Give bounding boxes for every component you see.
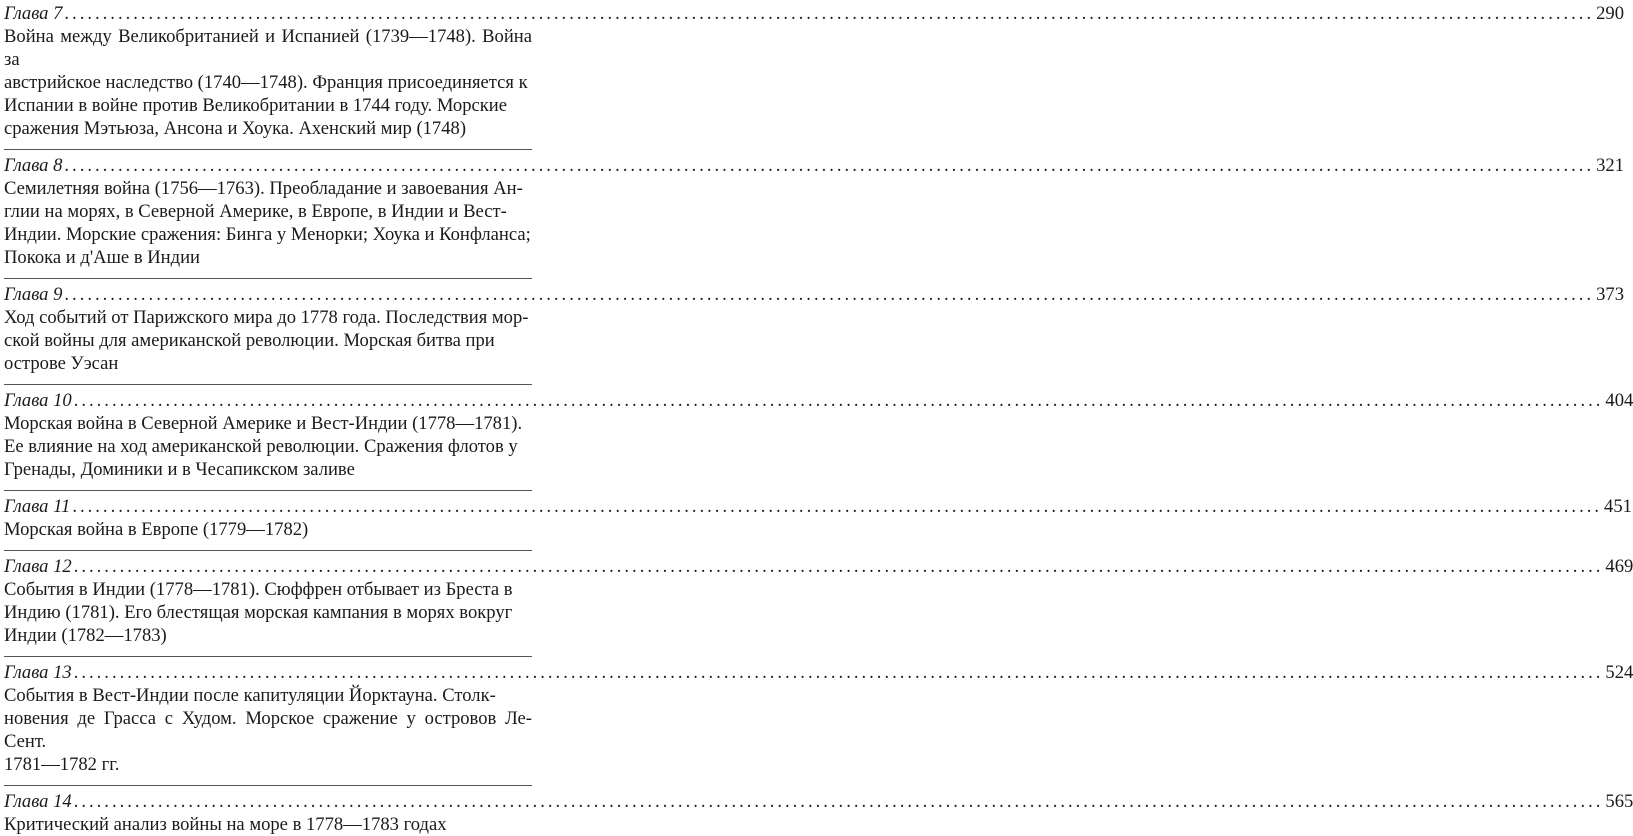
page-number: 290 [1596, 3, 1624, 24]
chapter-description-line: австрийское наследство (1740—1748). Франция присоединяется к [4, 72, 528, 93]
toc-entry-heading [4, 790, 1633, 813]
chapter-description-line: острове Уэсан [4, 353, 119, 374]
chapter-description-line: Ход событий от Парижского мира до 1778 года. Последствия мор- [4, 307, 529, 328]
dot-leader: ........................................................................................................................................................................................................ [73, 556, 1604, 577]
toc-entry-heading [4, 555, 1633, 578]
page-number: 373 [1596, 284, 1624, 305]
chapter-description-line: сражения Мэтьюза, Ансона и Хоука. Ахенский мир (1748) [4, 118, 467, 139]
chapter-description-line: Ее влияние на ход американской революции. Сражения флотов у [4, 436, 518, 457]
entry-divider [4, 278, 532, 279]
chapter-label: Глава 14 [4, 791, 72, 812]
entry-divider [4, 550, 532, 551]
dot-leader: ........................................................................................................................................................................................................ [64, 3, 1595, 24]
toc-entry[interactable] [4, 495, 1632, 541]
entry-divider [4, 384, 532, 385]
entry-divider [4, 149, 532, 150]
page-number: 524 [1605, 662, 1633, 683]
chapter-description-line: Критический анализ войны на море в 1778—1783 годах [4, 814, 447, 835]
page-number: 321 [1596, 155, 1624, 176]
toc-entry[interactable] [4, 154, 1624, 269]
toc-entry-heading [4, 154, 1624, 177]
chapter-description-line: Испании в войне против Великобритании в 1744 году. Морские [4, 95, 507, 116]
chapter-label: Глава 11 [4, 496, 71, 517]
page-number: 469 [1605, 556, 1633, 577]
entry-divider [4, 656, 532, 657]
chapter-description-line: новения де Грасса с Худом. Морское сражение у островов Ле-Сент. [4, 708, 532, 752]
chapter-description-line: Гренады, Доминики и в Чесапикском заливе [4, 459, 355, 480]
chapter-description-line: События в Вест-Индии после капитуляции Йорктауна. Столк- [4, 685, 496, 706]
chapter-description-line: Индии (1782—1783) [4, 625, 167, 646]
toc-entry[interactable] [4, 555, 1633, 647]
toc-entry[interactable] [4, 790, 1633, 836]
toc-entry[interactable] [4, 2, 1624, 140]
chapter-label: Глава 7 [4, 3, 63, 24]
chapter-description-line: Война между Великобританией и Испанией (1739—1748). Война за [4, 26, 532, 70]
chapter-label: Глава 13 [4, 662, 72, 683]
chapter-description-line: ской войны для американской революции. Морская битва при [4, 330, 495, 351]
toc-entry[interactable] [4, 661, 1633, 776]
chapter-description-line: 1781—1782 гг. [4, 754, 120, 775]
toc-entry[interactable] [4, 283, 1624, 375]
chapter-description-line: Индии. Морские сражения: Бинга у Менорки; Хоука и Конфланса; [4, 224, 531, 245]
toc-entry-heading [4, 495, 1632, 518]
chapter-description-line: Морская война в Северной Америке и Вест-Индии (1778—1781). [4, 413, 523, 434]
toc-entry-heading [4, 389, 1633, 412]
dot-leader: ........................................................................................................................................................................................................ [72, 496, 1603, 517]
page-number: 565 [1605, 791, 1633, 812]
dot-leader: ........................................................................................................................................................................................................ [64, 284, 1595, 305]
toc-entry-heading [4, 661, 1633, 684]
dot-leader: ........................................................................................................................................................................................................ [64, 155, 1595, 176]
chapter-label: Глава 10 [4, 390, 72, 411]
entry-divider [4, 785, 532, 786]
chapter-label: Глава 9 [4, 284, 63, 305]
chapter-description-line: Покока и д'Аше в Индии [4, 247, 200, 268]
entry-divider [4, 490, 532, 491]
chapter-label: Глава 8 [4, 155, 63, 176]
chapter-description-line: События в Индии (1778—1781). Сюффрен отбывает из Бреста в [4, 579, 513, 600]
chapter-description-line: Морская война в Европе (1779—1782) [4, 519, 309, 540]
chapter-description-line: глии на морях, в Северной Америке, в Европе, в Индии и Вест- [4, 201, 507, 222]
page-number: 404 [1605, 390, 1633, 411]
dot-leader: ........................................................................................................................................................................................................ [73, 791, 1604, 812]
chapter-description-line: Индию (1781). Его блестящая морская кампания в морях вокруг [4, 602, 513, 623]
toc-entry-heading [4, 2, 1624, 25]
toc-entry[interactable] [4, 389, 1633, 481]
toc-entry-heading [4, 283, 1624, 306]
dot-leader: ........................................................................................................................................................................................................ [73, 390, 1604, 411]
page-number: 451 [1604, 496, 1632, 517]
chapter-label: Глава 12 [4, 556, 72, 577]
dot-leader: ........................................................................................................................................................................................................ [73, 662, 1604, 683]
chapter-description-line: Семилетняя война (1756—1763). Преобладание и завоевания Ан- [4, 178, 523, 199]
